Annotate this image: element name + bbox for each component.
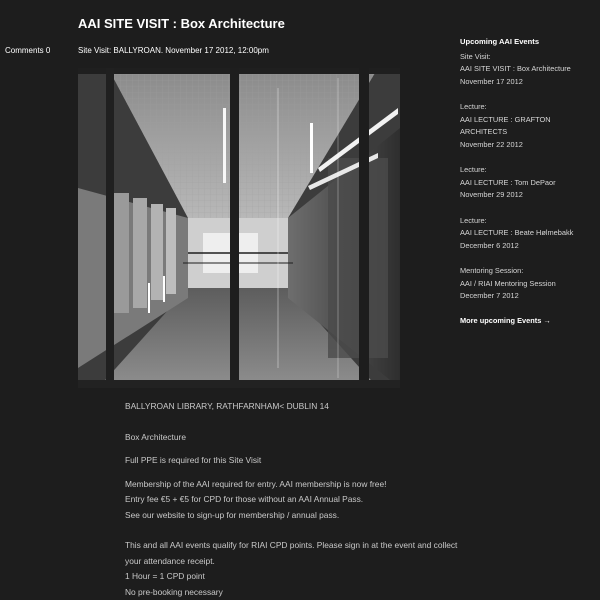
cpd-line-4: No pre-booking necessary xyxy=(125,586,223,597)
event-link[interactable]: AAI LECTURE : GRAFTON ARCHITECTS xyxy=(460,114,551,136)
architect-text: Box Architecture xyxy=(125,431,186,442)
location-text: BALLYROAN LIBRARY, RATHFARNHAM< DUBLIN 14 xyxy=(125,401,329,411)
event-link[interactable]: AAI LECTURE : Beate Hølmebakk xyxy=(460,228,574,237)
event-link[interactable]: AAI / RIAI Mentoring Session xyxy=(460,278,556,288)
event-item xyxy=(460,101,595,151)
event-type: Lecture: xyxy=(460,165,487,174)
event-date: November 17 2012 xyxy=(460,76,523,86)
event-item xyxy=(460,164,595,202)
more-events-link[interactable]: More upcoming Events → xyxy=(460,315,551,325)
event-date: November 22 2012 xyxy=(460,139,523,149)
event-date: December 7 2012 xyxy=(460,291,519,300)
event-item xyxy=(460,51,595,89)
cpd-line-1: This and all AAI events qualify for RIAI CPD points. Please sign in at the event and collect xyxy=(125,540,458,550)
library-interior-photo xyxy=(78,68,400,388)
event-type: Lecture: xyxy=(460,102,487,111)
membership-line-3: See our website to sign-up for membership / annual pass. xyxy=(125,509,340,520)
cpd-line-2: your attendance receipt. xyxy=(125,555,215,566)
post-title[interactable]: AAI SITE VISIT : Box Architecture xyxy=(78,16,285,31)
cpd-line-3: 1 Hour = 1 CPD point xyxy=(125,571,205,581)
upcoming-events-sidebar xyxy=(460,36,595,327)
ppe-text: Full PPE is required for this Site Visit xyxy=(125,455,262,465)
event-item xyxy=(460,265,595,303)
post-meta: Site Visit: BALLYROAN. November 17 2012, 12:00pm xyxy=(78,46,269,55)
event-date: November 29 2012 xyxy=(460,190,523,199)
event-type: Site Visit: xyxy=(460,51,491,61)
event-link[interactable]: AAI LECTURE : Tom DePaor xyxy=(460,177,556,187)
comments-link[interactable]: Comments 0 xyxy=(5,46,51,55)
sidebar-heading: Upcoming AAI Events xyxy=(460,37,540,46)
event-item xyxy=(460,215,595,253)
post-body xyxy=(125,399,475,600)
event-link[interactable]: AAI SITE VISIT : Box Architecture xyxy=(460,64,571,73)
event-date: December 6 2012 xyxy=(460,240,519,250)
event-type: Mentoring Session: xyxy=(460,266,524,275)
membership-line-1: Membership of the AAI required for entry. AAI membership is now free! xyxy=(125,478,387,489)
event-type: Lecture: xyxy=(460,215,487,225)
membership-line-2: Entry fee €5 + €5 for CPD for those without an AAI Annual Pass. xyxy=(125,494,364,504)
